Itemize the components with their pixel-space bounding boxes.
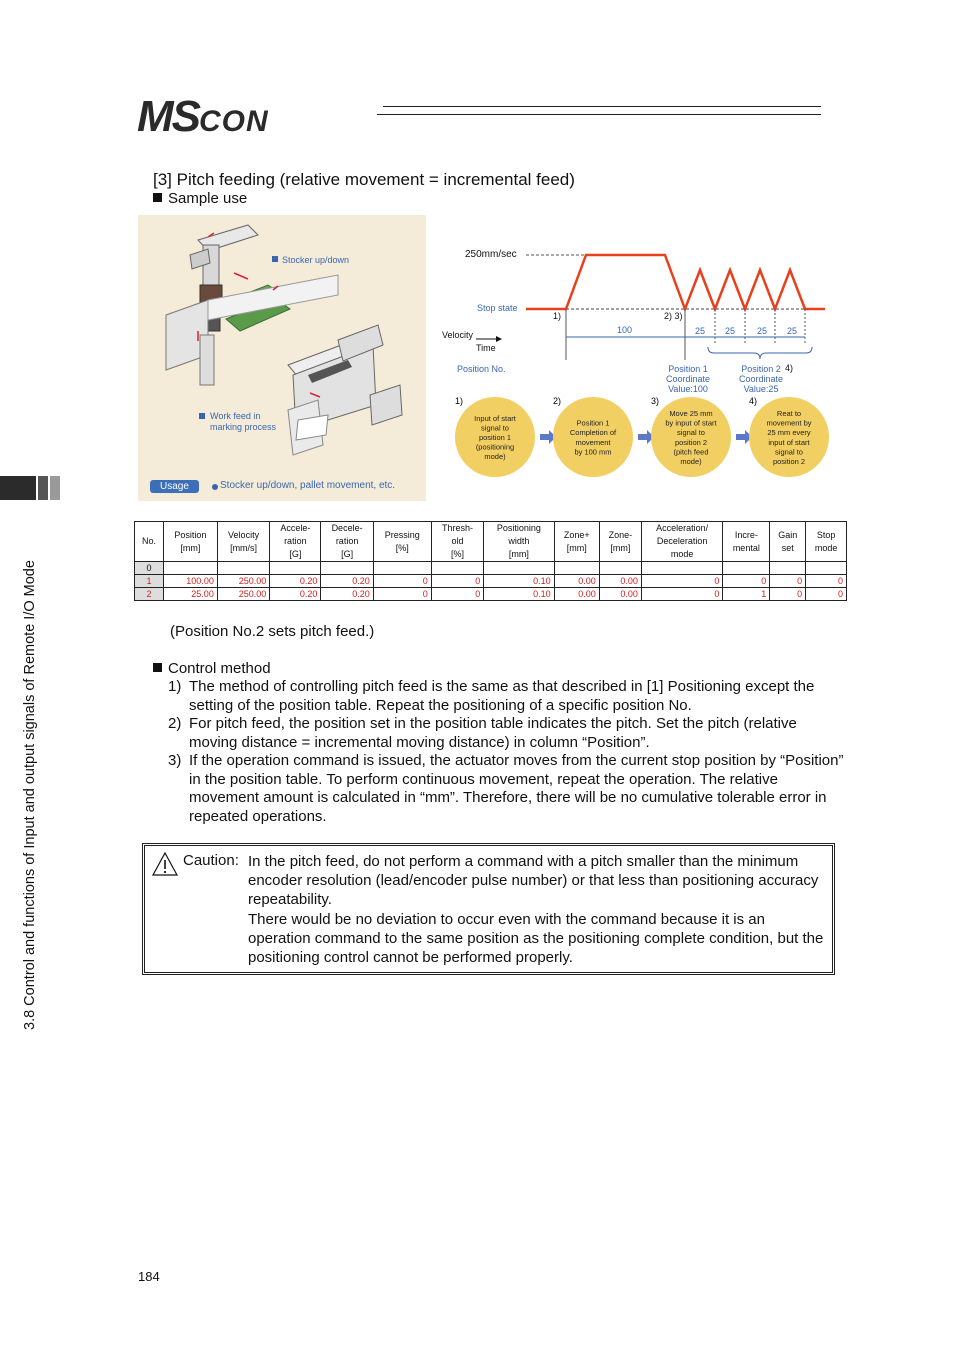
step-number: 4) xyxy=(749,396,758,406)
table-cell: 2 xyxy=(135,588,164,601)
usage-badge: Usage xyxy=(150,480,199,493)
work-feed-label-1: Work feed in xyxy=(210,411,261,421)
pos1-line2: Coordinate xyxy=(665,374,711,384)
column-header: Zone- [mm] xyxy=(599,522,641,562)
pos1-line1: Position 1 xyxy=(668,364,708,374)
mscon-logo xyxy=(137,92,269,142)
caution-box xyxy=(142,843,835,975)
pitch-feed-note: (Position No.2 sets pitch feed.) xyxy=(170,623,375,640)
table-cell: 1 xyxy=(135,575,164,588)
table-cell: 0 xyxy=(806,588,847,601)
table-row xyxy=(135,562,847,575)
section-title: [3] Pitch feeding (relative movement = incremental feed) xyxy=(153,170,575,189)
list-item-number: 3) xyxy=(168,752,182,769)
step-text: Input of start xyxy=(474,413,516,423)
step-text: signal to xyxy=(481,423,509,433)
column-header: Acceleration/ Deceleration mode xyxy=(641,522,722,562)
step-text: signal to xyxy=(677,428,705,438)
list-item-number: 2) xyxy=(168,715,182,732)
table-cell: 0.20 xyxy=(321,588,373,601)
logo-sub: CON xyxy=(199,105,269,138)
side-chapter-title: 3.8 Control and functions of Input and output signals of Remote I/O Mode xyxy=(22,560,38,1030)
table-cell: 0.10 xyxy=(484,588,554,601)
marker-1: 1) xyxy=(553,311,562,321)
caution-paragraph-1: In the pitch feed, do not perform a command with a pitch smaller than the minimum encoder resolution (lead/encoder pulse number) or that less than positioning accuracy repeatability. xyxy=(248,853,819,909)
table-cell: 0 xyxy=(641,588,722,601)
table-cell: 0 xyxy=(431,575,483,588)
table-cell: 0.00 xyxy=(554,575,599,588)
table-cell: 25.00 xyxy=(163,588,217,601)
step-text: signal to xyxy=(775,447,803,457)
column-header: Accele- ration [G] xyxy=(270,522,321,562)
table-cell: 0 xyxy=(770,588,806,601)
table-cell xyxy=(723,562,770,575)
table-cell: 0 xyxy=(373,588,431,601)
control-method-list xyxy=(168,678,848,826)
table-body xyxy=(135,562,847,601)
step-text: input of start xyxy=(768,437,810,447)
table-cell: 0 xyxy=(373,575,431,588)
step-text: mode) xyxy=(680,457,702,466)
page-number: 184 xyxy=(138,1269,160,1284)
table-cell xyxy=(641,562,722,575)
table-cell xyxy=(554,562,599,575)
list-item-text: For pitch feed, the position set in the position table indicates the pitch. Set the pitch (relative moving distance = incremental moving distance) in column “Position”. xyxy=(189,715,797,751)
pitch-feed-diagram xyxy=(430,235,840,485)
step-text: movement by xyxy=(766,418,812,428)
table-cell xyxy=(806,562,847,575)
column-header: Zone+ [mm] xyxy=(554,522,599,562)
column-header: Velocity [mm/s] xyxy=(217,522,269,562)
column-header: Stop mode xyxy=(806,522,847,562)
column-header: Positioning width [mm] xyxy=(484,522,554,562)
table-cell: 1 xyxy=(723,588,770,601)
column-header: Position [mm] xyxy=(163,522,217,562)
stop-state-label: Stop state xyxy=(477,303,518,313)
list-item xyxy=(168,752,848,826)
caution-label: Caution: xyxy=(183,852,239,869)
side-tab-marker xyxy=(0,476,60,500)
table-cell: 0 xyxy=(431,588,483,601)
list-item xyxy=(168,715,848,752)
step-text: (pitch feed xyxy=(673,447,709,457)
table-cell xyxy=(484,562,554,575)
axis-velocity-label: Velocity xyxy=(442,330,474,340)
table-cell: 0.00 xyxy=(599,575,641,588)
pos2-line2: Coordinate xyxy=(738,374,784,384)
position-table xyxy=(134,521,847,601)
table-row xyxy=(135,588,847,601)
table-cell xyxy=(321,562,373,575)
table-cell: 250.00 xyxy=(217,575,269,588)
list-item-text: The method of controlling pitch feed is the same as that described in [1] Positioning except the setting of the position table. Repeat the positioning of a specific position No. xyxy=(189,678,815,714)
step-number: 3) xyxy=(651,396,660,406)
table-cell: 0.10 xyxy=(484,575,554,588)
list-item-text: If the operation command is issued, the actuator moves from the current stop position by “Position” in the position table. To perform continuous movement, repeat the operation. The relative movement amount is calculated in “mm”. Therefore, there will be no cumulative tolerable error in repeated operations. xyxy=(189,752,844,825)
table-cell: 0 xyxy=(135,562,164,575)
table-cell: 0.00 xyxy=(554,588,599,601)
caution-text xyxy=(248,852,828,967)
step-number: 1) xyxy=(455,396,464,406)
table-cell xyxy=(599,562,641,575)
column-header: Thresh- old [%] xyxy=(431,522,483,562)
table-cell: 0.20 xyxy=(270,575,321,588)
logo-main: MS xyxy=(137,92,199,141)
table-row xyxy=(135,575,847,588)
column-header: Decele- ration [G] xyxy=(321,522,373,562)
table-cell: 0.20 xyxy=(270,588,321,601)
warning-triangle-icon xyxy=(151,851,179,877)
step-text: mode) xyxy=(484,452,506,462)
step-text: by input of start xyxy=(665,418,717,428)
table-cell: 250.00 xyxy=(217,588,269,601)
step-text: by 100 mm xyxy=(574,447,612,457)
distance-25-b: 25 xyxy=(725,326,736,336)
step-text: (positioning xyxy=(475,442,515,452)
marker-4: 4) xyxy=(785,363,794,373)
table-cell xyxy=(163,562,217,575)
header-rule-top xyxy=(383,106,821,107)
table-cell: 0 xyxy=(723,575,770,588)
position-no-label: Position No. xyxy=(457,364,506,374)
sample-illustration xyxy=(138,215,426,501)
usage-text: Stocker up/down, pallet movement, etc. xyxy=(220,480,396,491)
table-cell: 0 xyxy=(770,575,806,588)
step-text: Completion of xyxy=(569,428,617,438)
distance-25-c: 25 xyxy=(757,326,768,336)
step-flow xyxy=(455,396,829,477)
table-cell xyxy=(217,562,269,575)
distance-25-a: 25 xyxy=(695,326,706,336)
bullet-square-icon xyxy=(153,663,162,672)
work-feed-label-2: marking process xyxy=(210,422,277,432)
step-text: Move 25 mm xyxy=(669,409,713,418)
column-header: Incre- mental xyxy=(723,522,770,562)
list-item xyxy=(168,678,848,715)
table-cell xyxy=(270,562,321,575)
step-text: position 2 xyxy=(772,457,806,466)
table-header-row xyxy=(135,522,847,562)
table-cell xyxy=(770,562,806,575)
step-text: Position 1 xyxy=(576,418,610,428)
header-rule-bottom xyxy=(377,114,821,115)
table-cell: 0 xyxy=(806,575,847,588)
distance-25-d: 25 xyxy=(787,326,798,336)
bullet-square-icon xyxy=(153,193,162,202)
column-header: Pressing [%] xyxy=(373,522,431,562)
axis-time-label: Time xyxy=(476,343,496,353)
step-text: position 1 xyxy=(478,433,512,442)
table-cell xyxy=(431,562,483,575)
pos2-line1: Position 2 xyxy=(741,364,781,374)
step-text: movement xyxy=(575,437,611,447)
control-method-heading: Control method xyxy=(153,660,271,677)
table-cell: 0 xyxy=(641,575,722,588)
pos2-line3: Value:25 xyxy=(743,384,779,394)
caution-paragraph-2: There would be no deviation to occur even with the command because it is an operation command to the same position as the positioning complete condition, but the positioning control cannot be performed properly. xyxy=(248,910,824,967)
column-header: No. xyxy=(135,522,164,562)
marker-2-3: 2) 3) xyxy=(664,311,683,321)
stocker-label: Stocker up/down xyxy=(282,255,350,265)
table-cell xyxy=(373,562,431,575)
step-text: Reat to xyxy=(776,409,802,418)
step-number: 2) xyxy=(553,396,562,406)
table-cell: 100.00 xyxy=(163,575,217,588)
velocity-value-label: 250mm/sec xyxy=(465,249,517,260)
sample-use-heading: Sample use xyxy=(153,190,247,207)
distance-100: 100 xyxy=(617,325,633,335)
step-text: 25 mm every xyxy=(767,428,811,438)
pos1-line3: Value:100 xyxy=(668,384,708,394)
column-header: Gain set xyxy=(770,522,806,562)
step-text: position 2 xyxy=(674,437,708,447)
table-cell: 0.00 xyxy=(599,588,641,601)
list-item-number: 1) xyxy=(168,678,182,695)
table-cell: 0.20 xyxy=(321,575,373,588)
